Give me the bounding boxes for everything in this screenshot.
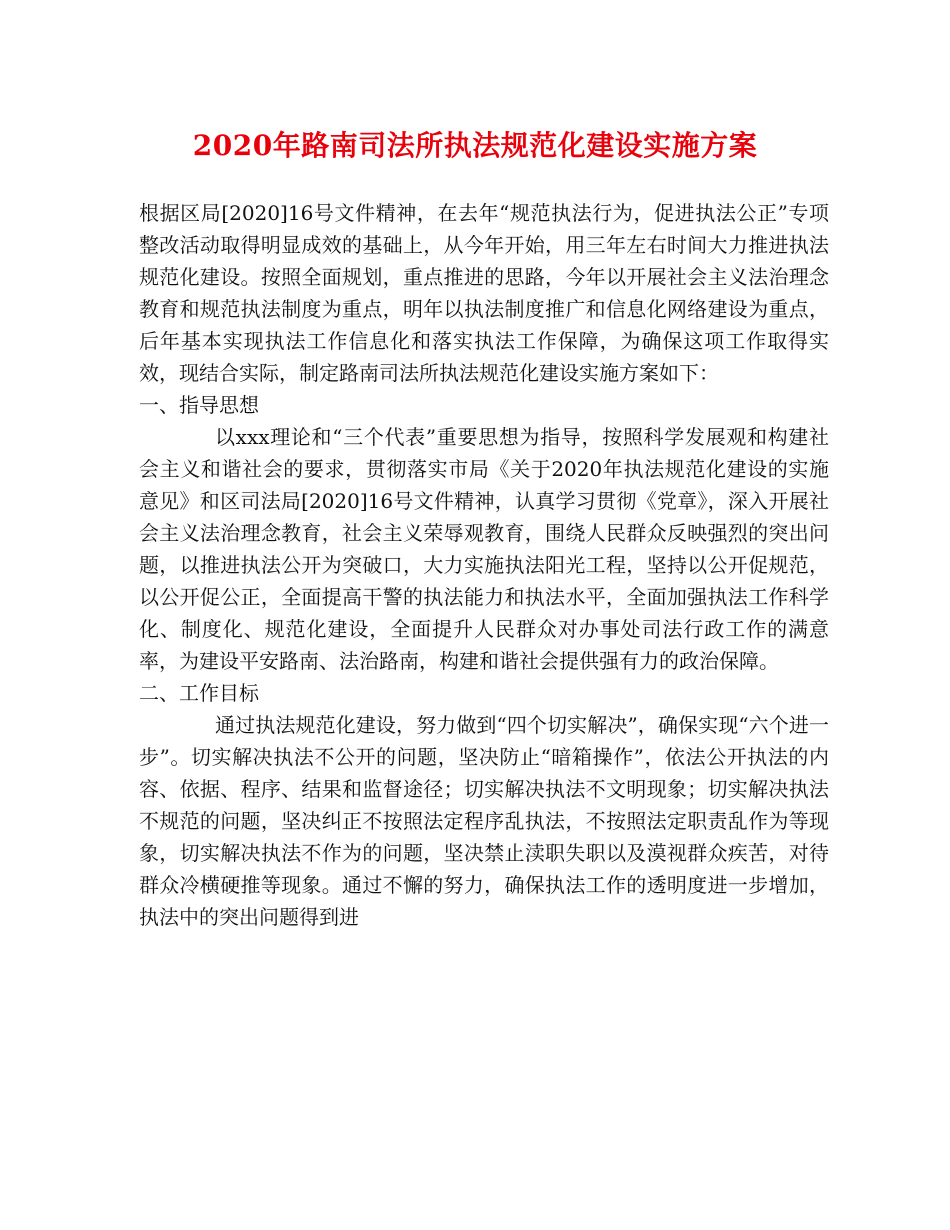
document-title: 2020年路南司法所执法规范化建设实施方案 xyxy=(192,129,758,162)
intro-paragraph: 根据区局[2020]16号文件精神，在去年“规范执法行为，促进执法公正”专项整改活动取得明显成效的基础上，从今年开始，用三年左右时间大力推进执法规范化建设。按照全面规划，重点推进的思路，今年以开展社会主义法治理念教育和规范执法制度为重点，明年以执法制度推广和信息化网络建设为重点，后年基本实现执法工作信息化和落实执法工作保障，为确保这项工作取得实效，现结合实际，制定路南司法所执法规范化建设实施方案如下： xyxy=(139,201,829,385)
section-heading-work-goals: 二、工作目标 xyxy=(139,681,259,705)
section-paragraph-guiding-ideology: 以xxx理论和“三个代表”重要思想为指导，按照科学发展观和构建社会主义和谐社会的要求，贯彻落实市局《关于2020年执法规范化建设的实施意见》和区司法局[2020]16号文件精神，认真学习贯彻《党章》，深入开展社会主义法治理念教育，社会主义荣辱观教育，围绕人民群众反映强烈的突出问题，以推进执法公开为突破口，大力实施执法阳光工程，坚持以公开促规范，以公开促公正，全面提高干警的执法能力和执法水平，全面加强执法工作科学化、制度化、规范化建设，全面提升人民群众对办事处司法行政工作的满意率，为建设平安路南、法治路南，构建和谐社会提供强有力的政治保障。 xyxy=(139,425,829,673)
section-heading-guiding-ideology: 一、指导思想 xyxy=(139,393,259,417)
section-paragraph-work-goals: 通过执法规范化建设，努力做到“四个切实解决”，确保实现“六个进一步”。切实解决执法不公开的问题，坚决防止“暗箱操作”，依法公开执法的内容、依据、程序、结果和监督途径；切实解决执法不文明现象；切实解决执法不规范的问题，坚决纠正不按照法定程序乱执法，不按照法定职责乱作为等现象，切实解决执法不作为的问题，坚决禁止渎职失职以及漠视群众疾苦，对待群众冷横硬推等现象。通过不懈的努力，确保执法工作的透明度进一步增加，执法中的突出问题得到进 xyxy=(139,713,829,929)
document-body xyxy=(139,197,829,933)
